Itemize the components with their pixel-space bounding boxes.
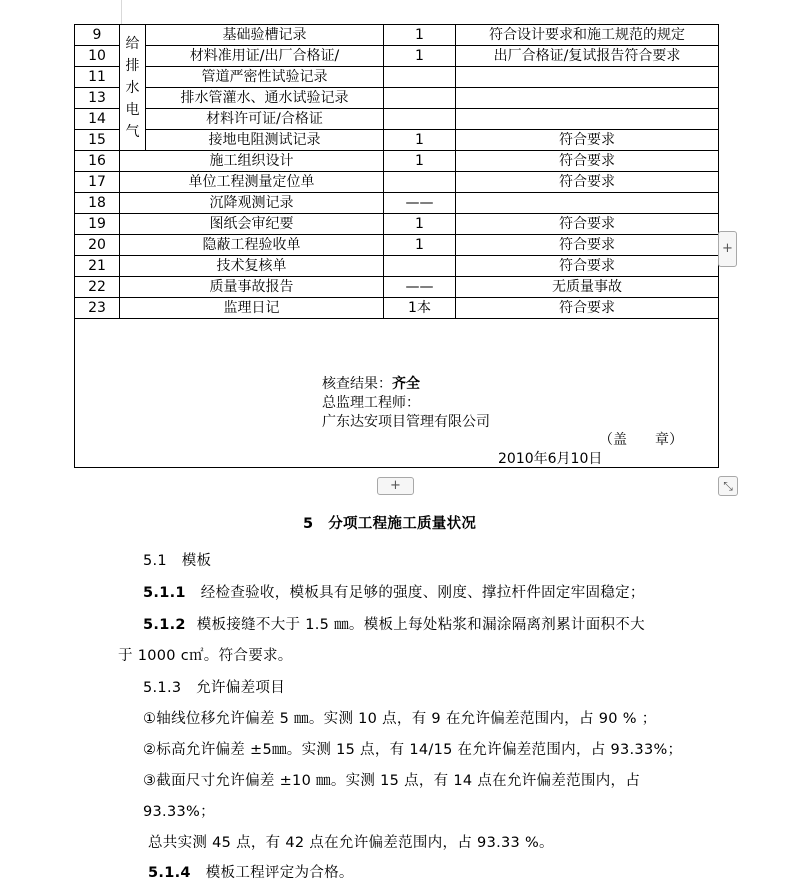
item-cell: 沉降观测记录 <box>120 193 384 214</box>
row-number-cell: 14 <box>75 109 120 130</box>
row-number-cell: 17 <box>75 172 120 193</box>
count-cell: 1本 <box>384 298 456 319</box>
item-cell: 排水管灌水、通水试验记录 <box>146 88 384 109</box>
count-cell: 1 <box>384 46 456 67</box>
item-cell: 质量事故报告 <box>120 277 384 298</box>
table-row <box>75 46 719 67</box>
deviation-item-2: ②标高允许偏差 ±5㎜。实测 15 点，有 14/15 在允许偏差范围内，占 93.33%； <box>143 742 683 758</box>
inspection-table <box>74 24 719 468</box>
table-row <box>75 277 719 298</box>
seal-label: （盖 章） <box>599 432 683 448</box>
clause-number: 5.1.2 <box>143 617 186 633</box>
table-row <box>75 235 719 256</box>
resize-handle-icon[interactable]: ⤡ <box>718 476 738 496</box>
row-number-cell: 9 <box>75 25 120 46</box>
result-cell: 符合要求 <box>456 214 719 235</box>
clause-text: 经检查验收，模板具有足够的强度、刚度、撑拉杆件固定牢固稳定； <box>200 585 645 601</box>
count-cell: —— <box>384 193 456 214</box>
category-char: 给 <box>125 35 140 52</box>
clause-number: 5.1.1 <box>143 585 186 601</box>
clause-text: 模板接缝不大于 1.5 ㎜。模板上每处粘浆和漏涂隔离剂累计面积不大 <box>196 617 645 633</box>
summary-cell <box>75 319 719 468</box>
count-cell: 1 <box>384 151 456 172</box>
item-cell: 图纸会审纪要 <box>120 214 384 235</box>
item-cell: 管道严密性试验记录 <box>146 67 384 88</box>
category-char: 水 <box>125 79 140 96</box>
row-number-cell: 20 <box>75 235 120 256</box>
paragraph-5-1-4 <box>148 861 354 882</box>
result-cell: 符合要求 <box>456 130 719 151</box>
column-guide-line <box>121 0 122 24</box>
clause-text: 模板工程评定为合格。 <box>205 865 354 881</box>
item-cell: 技术复核单 <box>120 256 384 277</box>
result-cell <box>456 109 719 130</box>
count-cell <box>384 109 456 130</box>
result-cell: 符合要求 <box>456 256 719 277</box>
count-cell: 1 <box>384 130 456 151</box>
section-heading: 5 分项工程施工质量状况 <box>303 516 477 532</box>
table-row <box>75 172 719 193</box>
table-row <box>75 25 719 46</box>
deviation-item-3: ③截面尺寸允许偏差 ±10 ㎜。实测 15 点，有 14 点在允许偏差范围内，占 <box>143 773 641 789</box>
table-row <box>75 214 719 235</box>
row-number-cell: 11 <box>75 67 120 88</box>
table-row <box>75 151 719 172</box>
table-row <box>75 130 719 151</box>
subsection-5-1-3: 5.1.3 允许偏差项目 <box>143 680 285 696</box>
result-cell: 符合要求 <box>456 172 719 193</box>
result-cell: 符合要求 <box>456 235 719 256</box>
check-result-value: 齐全 <box>392 376 420 392</box>
count-cell <box>384 172 456 193</box>
paragraph-5-1-2 <box>143 613 645 634</box>
add-row-button[interactable]: + <box>377 477 414 495</box>
company-name: 广东达安项目管理有限公司 <box>322 414 490 430</box>
result-cell: 出厂合格证/复试报告符合要求 <box>456 46 719 67</box>
result-cell: 符合要求 <box>456 151 719 172</box>
category-char: 气 <box>125 123 140 140</box>
count-cell: —— <box>384 277 456 298</box>
count-cell <box>384 256 456 277</box>
sign-date: 2010年6月10日 <box>498 451 603 467</box>
subsection-5-1: 5.1 模板 <box>143 553 212 569</box>
row-number-cell: 18 <box>75 193 120 214</box>
row-number-cell: 15 <box>75 130 120 151</box>
paragraph-5-1-1 <box>143 581 645 602</box>
chief-engineer-line: 总监理工程师： <box>322 395 420 411</box>
count-cell: 1 <box>384 235 456 256</box>
count-cell <box>384 88 456 109</box>
item-cell: 基础验槽记录 <box>146 25 384 46</box>
category-char: 排 <box>125 57 140 74</box>
table-row <box>75 193 719 214</box>
item-cell: 接地电阻测试记录 <box>146 130 384 151</box>
result-cell: 符合要求 <box>456 298 719 319</box>
row-number-cell: 16 <box>75 151 120 172</box>
item-cell: 材料准用证/出厂合格证/ <box>146 46 384 67</box>
row-number-cell: 10 <box>75 46 120 67</box>
check-result-label: 核查结果： <box>322 376 392 392</box>
row-number-cell: 22 <box>75 277 120 298</box>
result-cell <box>456 193 719 214</box>
deviation-total: 总共实测 45 点，有 42 点在允许偏差范围内，占 93.33 %。 <box>148 835 554 851</box>
result-cell <box>456 67 719 88</box>
count-cell: 1 <box>384 214 456 235</box>
table-row <box>75 67 719 88</box>
deviation-item-3-continued: 93.33%； <box>143 804 215 820</box>
item-cell: 监理日记 <box>120 298 384 319</box>
result-cell: 无质量事故 <box>456 277 719 298</box>
item-cell: 施工组织设计 <box>120 151 384 172</box>
check-result <box>322 374 420 394</box>
row-number-cell: 13 <box>75 88 120 109</box>
clause-number: 5.1.4 <box>148 865 191 881</box>
paragraph-5-1-2-continued: 于 1000 c㎡。符合要求。 <box>118 648 293 664</box>
row-number-cell: 19 <box>75 214 120 235</box>
item-cell: 材料许可证/合格证 <box>146 109 384 130</box>
table-row <box>75 109 719 130</box>
table-row <box>75 298 719 319</box>
result-cell: 符合设计要求和施工规范的规定 <box>456 25 719 46</box>
item-cell: 隐蔽工程验收单 <box>120 235 384 256</box>
count-cell: 1 <box>384 25 456 46</box>
result-cell <box>456 88 719 109</box>
category-char: 电 <box>125 101 140 118</box>
count-cell <box>384 67 456 88</box>
table-row <box>75 88 719 109</box>
row-number-cell: 21 <box>75 256 120 277</box>
deviation-item-1: ①轴线位移允许偏差 5 ㎜。实测 10 点，有 9 在允许偏差范围内，占 90 % ； <box>143 711 657 727</box>
item-cell: 单位工程测量定位单 <box>120 172 384 193</box>
row-number-cell: 23 <box>75 298 120 319</box>
summary-row <box>75 319 719 468</box>
add-column-button[interactable]: + <box>718 231 737 267</box>
table-row <box>75 256 719 277</box>
category-cell <box>120 25 146 151</box>
